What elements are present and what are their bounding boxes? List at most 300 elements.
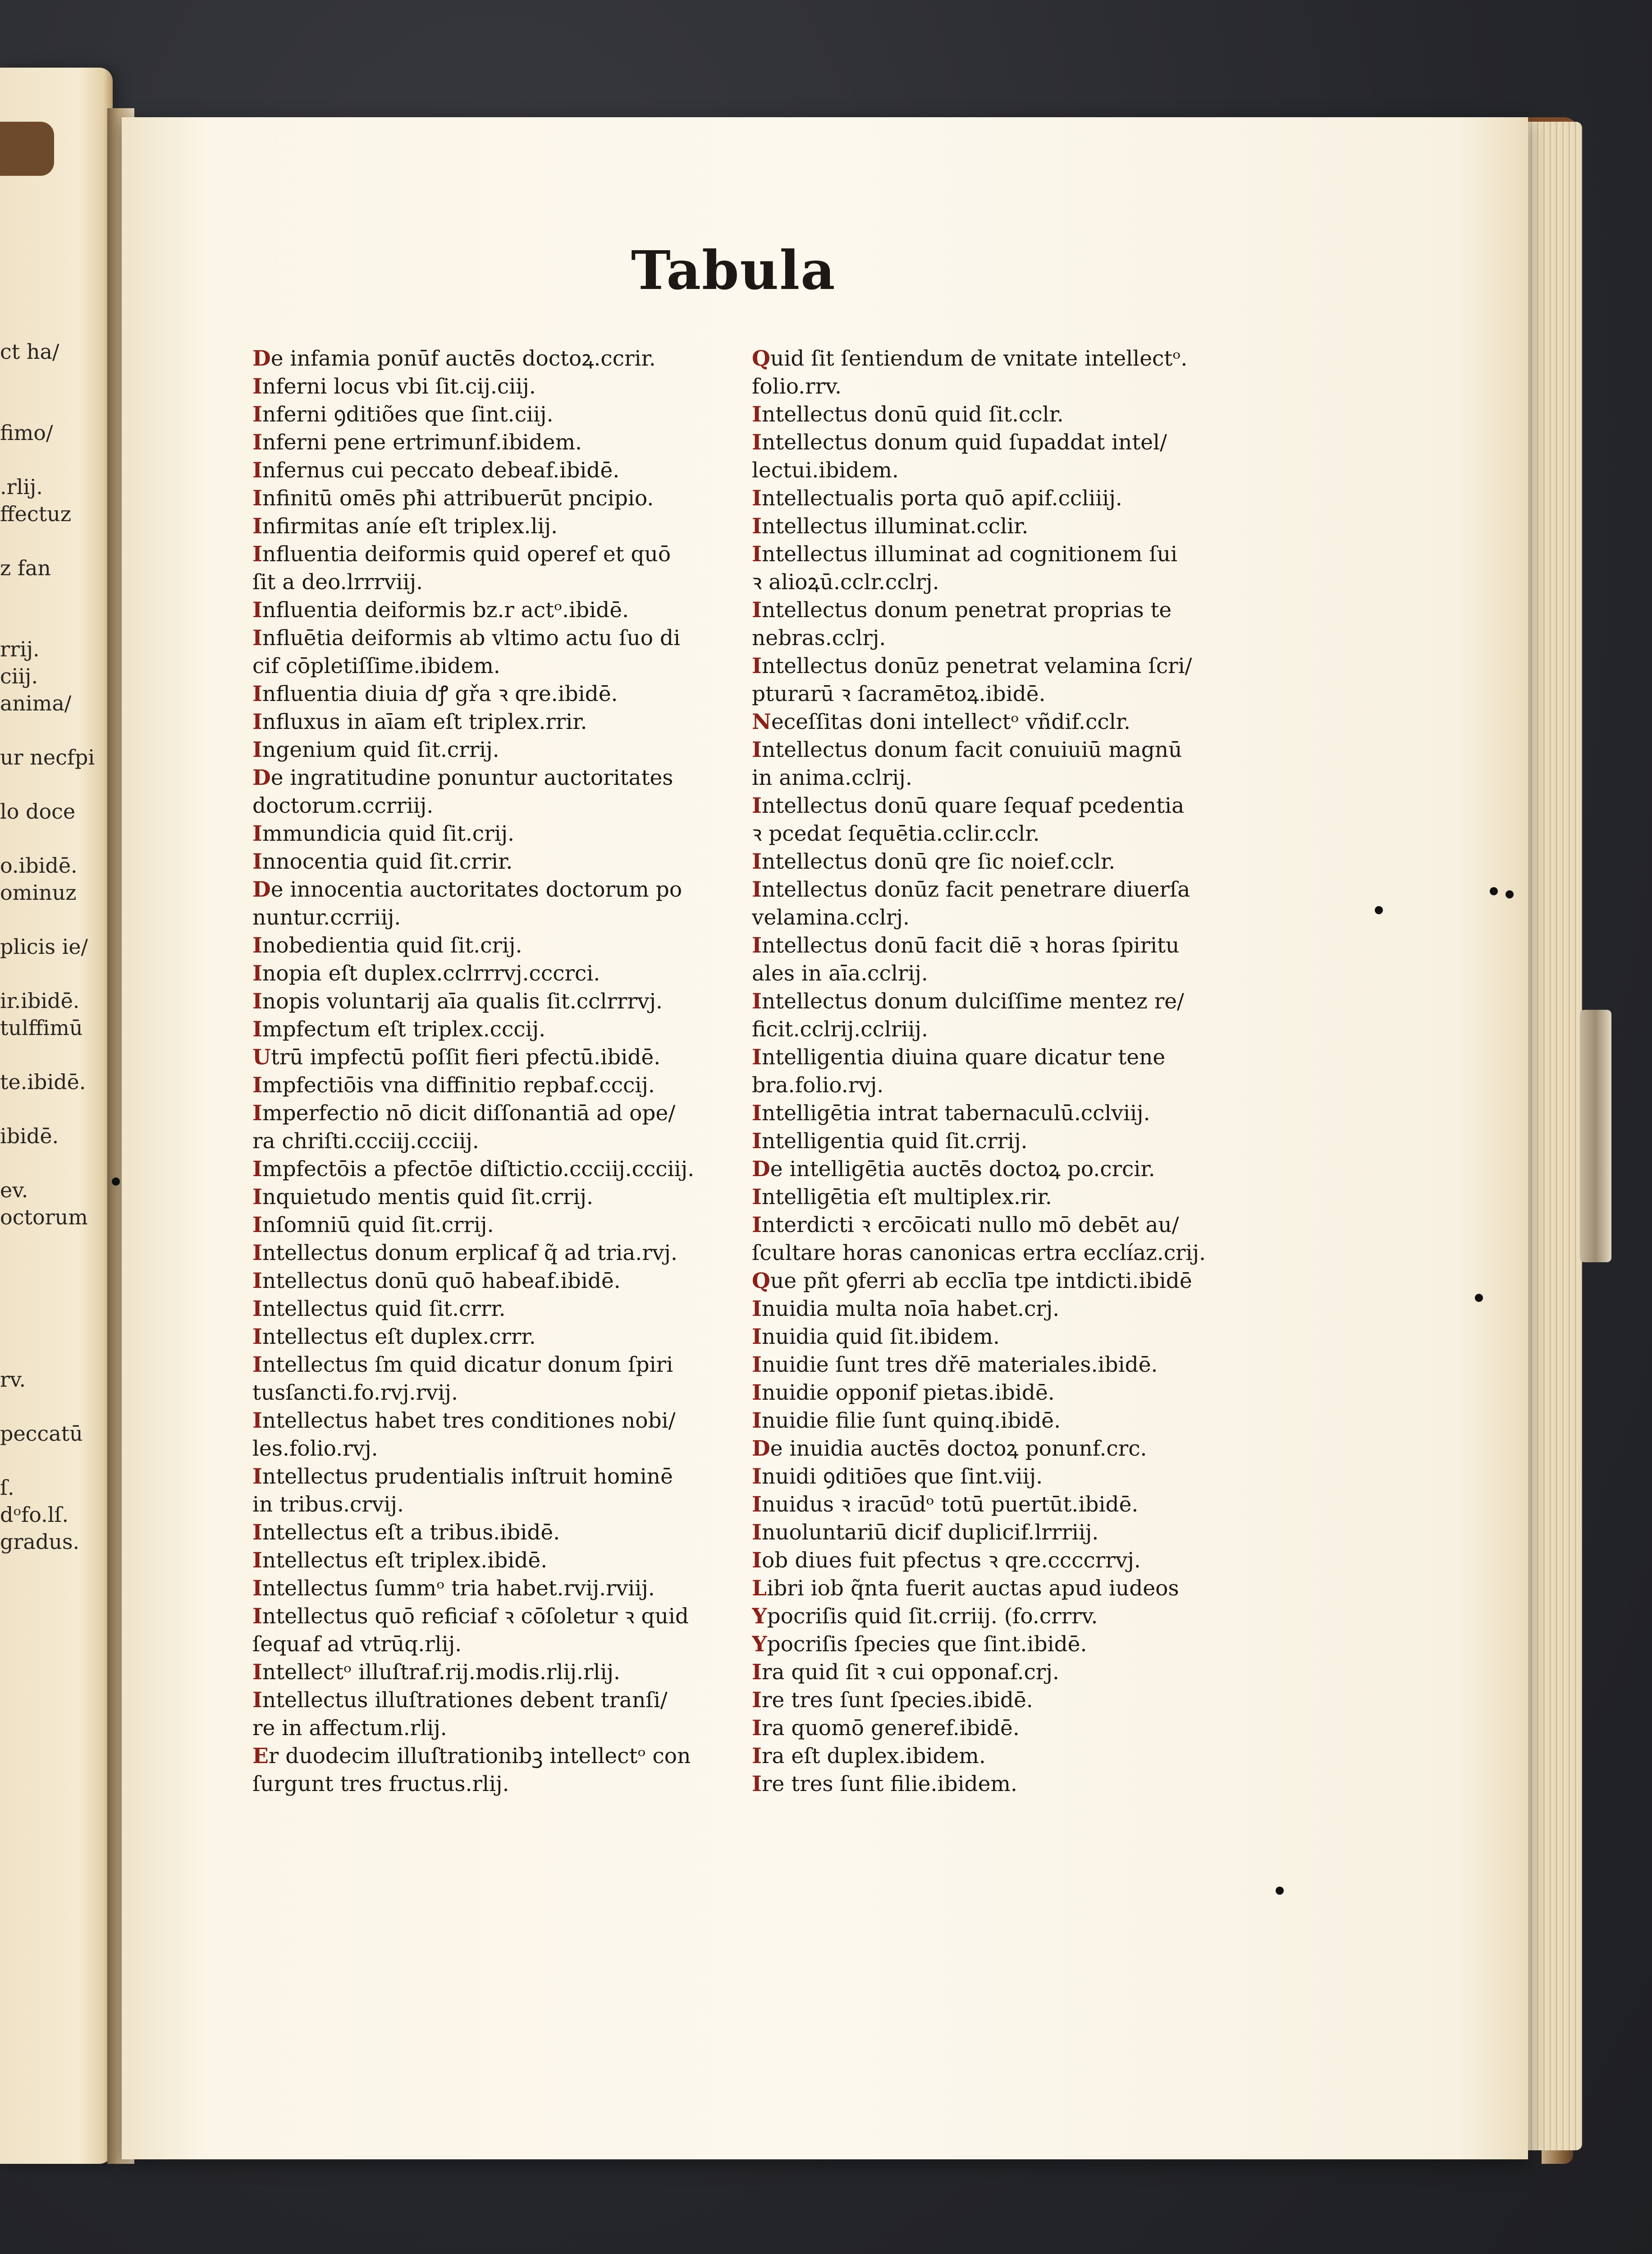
rubricated-initial: L <box>752 1576 767 1601</box>
entry-text: nuidia multa noīa habet.crj. <box>762 1297 1060 1321</box>
entry-text: ſit a deo.lrrrviij. <box>252 570 423 595</box>
entry-text: ntellectus quid ſit.crrr. <box>262 1297 506 1321</box>
index-entry-line <box>752 568 1239 596</box>
index-entry-line <box>252 1519 730 1547</box>
rubricated-initial: E <box>252 1744 269 1768</box>
left-fragment-line <box>0 1258 90 1285</box>
rubricated-initial: D <box>752 1436 770 1461</box>
index-entry-line <box>252 485 730 513</box>
entry-text: ntellectᵒ illuſtraf.rij.modis.rlij.rlij. <box>262 1660 621 1685</box>
left-fragment-line <box>0 609 90 636</box>
entry-text: nuidie filie ſunt quinq.ibidē. <box>762 1408 1061 1433</box>
rubricated-initial: I <box>752 1744 762 1768</box>
rubricated-initial: I <box>252 682 262 706</box>
rubricated-initial: Y <box>752 1604 767 1629</box>
rubricated-initial: I <box>252 821 262 846</box>
rubricated-initial: I <box>752 598 762 623</box>
rubricated-initial: I <box>252 961 262 986</box>
left-fragment-line: ciij. <box>0 664 38 688</box>
left-fragment-line: te.ibidē. <box>0 1070 86 1094</box>
entry-text: nfluxus in aīam eſt triplex.rrir. <box>262 710 587 734</box>
rubricated-initial: I <box>252 738 262 762</box>
entry-text: nopis voluntarij aīa qualis ſit.cclrrrvj. <box>262 989 663 1014</box>
left-fragment-line: ur necfpi <box>0 745 95 770</box>
entry-text: mpfectiōis vna diffinitio repbaf.cccij. <box>262 1073 655 1098</box>
entry-text: ra quomō generef.ibidē. <box>762 1716 1020 1741</box>
rubricated-initial: I <box>252 430 262 455</box>
entry-text: mpfectum eſt triplex.cccij. <box>262 1017 546 1042</box>
index-entry-line <box>752 932 1239 960</box>
entry-text: ntellectus ſm quid dicatur donum ſpiri <box>262 1352 673 1377</box>
index-entry-line <box>752 1770 1239 1798</box>
entry-text: nebras.cclrj. <box>752 626 886 651</box>
ink-speck <box>112 1177 120 1186</box>
entry-text: ntellectus donū qre ſic noief.cclr. <box>762 849 1116 874</box>
index-entry-line <box>752 708 1239 736</box>
index-entry-line <box>252 1547 730 1575</box>
entry-text: r duodecim illuſtrationibꝫ intellectᵒ con <box>268 1744 691 1768</box>
entry-text: ales in aīa.cclrij. <box>752 961 928 986</box>
index-entry-line <box>752 680 1239 708</box>
rubricated-initial: I <box>252 849 262 874</box>
index-entry-line <box>252 1323 730 1351</box>
entry-text: nfluentia deiformis quid operef et quō <box>262 542 671 567</box>
index-entry-line <box>252 680 730 708</box>
rubricated-initial: I <box>252 514 262 539</box>
entry-text: ngenium quid ſit.crrij. <box>262 738 499 762</box>
entry-text: ntelligētia intrat tabernaculū.cclviij. <box>762 1101 1150 1126</box>
index-entry-line <box>252 1044 730 1072</box>
entry-text: les.folio.rvj. <box>252 1436 378 1461</box>
index-entry-line <box>252 1407 730 1435</box>
index-entry-line <box>752 1714 1239 1742</box>
rubricated-initial: I <box>752 1045 762 1070</box>
rubricated-initial: I <box>752 1185 762 1209</box>
index-entry-line <box>252 1127 730 1155</box>
index-entry-line <box>252 429 730 457</box>
left-fragment-line: z fan <box>0 556 51 580</box>
entry-text: e infamia ponūf auctēs doctoꝝ.ccrir. <box>270 346 656 371</box>
page-edges <box>1528 122 1582 2150</box>
rubricated-initial: I <box>752 793 762 818</box>
rubricated-initial: D <box>252 765 271 790</box>
index-entry-line <box>252 1770 730 1798</box>
entry-text: nuidi ꝯditiōes que ſint.viij. <box>762 1464 1043 1489</box>
left-fragment-line <box>0 1095 90 1122</box>
rubricated-initial: I <box>752 1380 762 1405</box>
entry-text: ntellectus habet tres conditiones nobi/ <box>262 1408 676 1433</box>
index-entry-line <box>752 1631 1239 1658</box>
entry-text: ra chriſti.ccciij.ccciij. <box>252 1129 479 1154</box>
entry-text: ntellectus donūz facit penetrare diuerſa <box>762 877 1190 902</box>
index-entry-line <box>252 1016 730 1044</box>
index-entry-line <box>252 876 730 904</box>
entry-text: mpfectōis a pfectōe diſtictio.ccciij.ccciij. <box>262 1157 695 1182</box>
index-entry-line <box>252 568 730 596</box>
rubricated-initial: I <box>252 1688 262 1713</box>
index-entry-line <box>252 624 730 652</box>
entry-text: ntellectus donum erplicaf q̃ ad tria.rvj. <box>262 1241 677 1265</box>
rubricated-initial: I <box>252 933 262 958</box>
index-entry-line <box>752 1491 1239 1519</box>
left-fragment-line: ſ. <box>0 1475 14 1500</box>
index-entry-line <box>252 1686 730 1714</box>
rubricated-initial: I <box>752 1297 762 1321</box>
left-fragment-line: ev. <box>0 1178 28 1202</box>
rubricated-initial: Q <box>752 1269 770 1293</box>
index-entry-line <box>752 345 1239 373</box>
rubricated-initial: I <box>252 598 262 623</box>
left-binding-leather <box>0 122 54 176</box>
entry-text: nterdicti ꝛ ercōicati nullo mō debēt au/ <box>762 1213 1179 1237</box>
entry-text: in tribus.crvij. <box>252 1492 404 1517</box>
index-entry-line <box>252 652 730 680</box>
index-entry-line <box>252 1603 730 1631</box>
index-entry-line <box>752 1100 1239 1127</box>
rubricated-initial: I <box>252 1604 262 1629</box>
entry-text: nuoluntariū dicif duplicif.lrrriij. <box>762 1520 1099 1545</box>
rubricated-initial: I <box>252 1576 262 1601</box>
entry-text: nferni locus vbi ſit.cij.ciij. <box>262 374 536 399</box>
left-fragment-line: ir.ibidē. <box>0 989 80 1013</box>
index-entry-line <box>752 1575 1239 1603</box>
index-entry-line <box>252 708 730 736</box>
rubricated-initial: I <box>752 1492 762 1517</box>
ink-speck <box>1506 890 1514 898</box>
entry-text: nferni pene ertrimunf.ibidem. <box>262 430 582 455</box>
left-fragment-line <box>0 1231 90 1258</box>
metal-clasp <box>1580 1010 1611 1262</box>
rubricated-initial: I <box>752 1408 762 1433</box>
rubricated-initial: N <box>752 710 771 734</box>
left-fragment-line <box>0 960 90 987</box>
left-fragment-line: lo doce <box>0 799 76 824</box>
entry-text: ntellectus donum facit conuiuiū magnū <box>762 738 1182 762</box>
index-entry-line <box>752 960 1239 988</box>
index-entry-line <box>752 624 1239 652</box>
entry-text: mperfectio nō dicit diſſonantiā ad ope/ <box>262 1101 676 1126</box>
rubricated-initial: I <box>252 1352 262 1377</box>
index-entry-line <box>252 932 730 960</box>
index-entry-line <box>252 401 730 429</box>
entry-text: ntellectus donūz penetrat velamina ſcri/ <box>762 654 1192 678</box>
index-entry-line <box>252 1435 730 1463</box>
entry-text: ntellectus donū quare ſequaf pcedentia <box>762 793 1185 818</box>
entry-text: nferni ꝯditiões que ſint.ciij. <box>262 402 554 427</box>
rubricated-initial: I <box>252 710 262 734</box>
rubricated-initial: I <box>252 402 262 427</box>
entry-text: pturarū ꝛ ſacramētoꝝ.ibidē. <box>752 682 1046 706</box>
left-fragment-line: fimo/ <box>0 421 53 445</box>
entry-text: nopia eſt duplex.cclrrrvj.cccrci. <box>262 961 600 986</box>
left-fragment-line: gradus. <box>0 1530 80 1554</box>
index-entry-line <box>252 1742 730 1770</box>
index-entry-line <box>252 1295 730 1323</box>
left-fragment-line: ibidē. <box>0 1124 59 1148</box>
entry-text: ntellectus donū facit diē ꝛ horas ſpiritu <box>762 933 1180 958</box>
entry-text: e inuidia auctēs doctoꝝ ponunf.crc. <box>770 1436 1147 1461</box>
rubricated-initial: I <box>752 1716 762 1741</box>
index-entry-line <box>252 848 730 876</box>
left-fragment-line <box>0 582 90 609</box>
index-entry-line <box>252 820 730 848</box>
entry-text: re tres ſunt filie.ibidem. <box>762 1772 1017 1796</box>
left-fragment-line: tulffimū <box>0 1016 83 1040</box>
rubricated-initial: I <box>252 1408 262 1433</box>
entry-text: uid ſit ſentiendum de vnitate intellectᵒ. <box>770 346 1188 371</box>
entry-text: ntellectus donū quō habeaf.ibidē. <box>262 1269 621 1293</box>
entry-text: nuntur.ccrriij. <box>252 905 401 930</box>
index-entry-line <box>752 541 1239 568</box>
entry-text: ſequaf ad vtrūq.rlij. <box>252 1632 462 1657</box>
left-fragment-line <box>0 392 90 419</box>
left-fragment-line <box>0 1312 90 1339</box>
index-entry-line <box>752 1155 1239 1183</box>
index-entry-line <box>752 373 1239 401</box>
entry-text: nnocentia quid ſit.crrir. <box>262 849 513 874</box>
entry-text: ntellectus prudentialis inſtruit hominē <box>262 1464 673 1489</box>
rubricated-initial: I <box>252 1017 262 1042</box>
rubricated-initial: I <box>752 1660 762 1685</box>
entry-text: ntellectus eſt triplex.ibidē. <box>262 1548 548 1573</box>
entry-text: ibri iob q̃nta fuerit auctas apud iudeos <box>767 1576 1179 1601</box>
index-entry-line <box>752 429 1239 457</box>
index-column-left <box>252 345 730 1798</box>
entry-text: ra quid ſit ꝛ cui opponaf.crj. <box>762 1660 1059 1685</box>
index-entry-line <box>752 1463 1239 1491</box>
entry-text: nuidie opponif pietas.ibidē. <box>762 1380 1055 1405</box>
left-fragment-line <box>0 771 90 798</box>
entry-text: pocriſis quid ſit.crriij. (fo.crrrv. <box>767 1604 1098 1629</box>
rubricated-initial: I <box>252 1548 262 1573</box>
rubricated-initial: I <box>752 1129 762 1154</box>
entry-text: in anima.cclrij. <box>752 765 912 790</box>
rubricated-initial: I <box>752 738 762 762</box>
index-entry-line <box>752 1686 1239 1714</box>
rubricated-initial: I <box>252 486 262 511</box>
index-entry-line <box>752 1183 1239 1211</box>
index-entry-line <box>752 1267 1239 1295</box>
rubricated-initial: I <box>252 1324 262 1349</box>
entry-text: tusſancti.fo.rvj.rvij. <box>252 1380 458 1405</box>
index-entry-line <box>752 792 1239 820</box>
entry-text: e intelligētia auctēs doctoꝝ po.crcir. <box>770 1157 1155 1182</box>
entry-text: ꝛ alioꝝū.cclr.cclrj. <box>752 570 939 595</box>
rubricated-initial: I <box>752 877 762 902</box>
index-entry-line <box>252 1267 730 1295</box>
index-entry-line <box>252 1658 730 1686</box>
entry-text: ntelligentia diuina quare dicatur tene <box>762 1045 1166 1070</box>
index-entry-line <box>252 1239 730 1267</box>
entry-text: ſurgunt tres fructus.rlij. <box>252 1772 509 1796</box>
left-fragment-line <box>0 906 90 933</box>
index-entry-line <box>752 820 1239 848</box>
entry-text: ntellectus quō reficiaf ꝛ cōſoletur ꝛ quid <box>262 1604 689 1629</box>
index-entry-line <box>752 1351 1239 1379</box>
rubricated-initial: I <box>252 542 262 567</box>
rubricated-initial: I <box>752 514 762 539</box>
entry-text: ntellectus donum penetrat proprias te <box>762 598 1172 623</box>
index-entry-line <box>252 1351 730 1379</box>
index-entry-line <box>252 1714 730 1742</box>
left-fragment-line: rv. <box>0 1367 26 1392</box>
index-entry-line <box>752 1295 1239 1323</box>
left-fragment-line <box>0 1447 90 1474</box>
entry-text: nfluētia deiformis ab vltimo actu ſuo di <box>262 626 681 651</box>
entry-text: nobedientia quid ſit.crij. <box>262 933 522 958</box>
entry-text: ntellectus illuſtrationes debent tranſi/ <box>262 1688 668 1713</box>
entry-text: ntellectus illuminat.cclir. <box>762 514 1029 539</box>
rubricated-initial: I <box>752 1324 762 1349</box>
rubricated-initial: U <box>252 1045 271 1070</box>
entry-text: trū impfectū poſſit fieri pfectū.ibidē. <box>271 1045 661 1070</box>
index-entry-line <box>252 1183 730 1211</box>
index-entry-line <box>752 848 1239 876</box>
entry-text: ob diues fuit pfectus ꝛ qre.ccccrrvj. <box>762 1548 1141 1573</box>
left-fragment-line <box>0 527 90 554</box>
ink-speck <box>1475 1294 1483 1302</box>
entry-text: ue pñt ꝯferri ab ecclīa tpe intdicti.ibidē <box>770 1269 1192 1293</box>
index-entry-line <box>752 596 1239 624</box>
entry-text: ra eſt duplex.ibidem. <box>762 1744 986 1768</box>
rubricated-initial: I <box>252 1297 262 1321</box>
rubricated-initial: I <box>252 458 262 483</box>
entry-text: pocriſis ſpecies que ſint.ibidē. <box>767 1632 1087 1657</box>
entry-text: ntelligentia quid ſit.crrij. <box>762 1129 1028 1154</box>
left-page-verso <box>0 68 113 2164</box>
index-entry-line <box>752 513 1239 541</box>
index-entry-line <box>752 1435 1239 1463</box>
index-entry-line <box>252 1155 730 1183</box>
ink-speck <box>1375 906 1383 914</box>
rubricated-initial: I <box>252 989 262 1014</box>
rubricated-initial: Y <box>752 1632 767 1657</box>
index-entry-line <box>752 1127 1239 1155</box>
left-fragment-line <box>0 1285 90 1312</box>
index-entry-line <box>752 1211 1239 1239</box>
rubricated-initial: I <box>252 1073 262 1098</box>
index-entry-line <box>752 457 1239 485</box>
entry-text: re tres ſunt ſpecies.ibidē. <box>762 1688 1033 1713</box>
entry-text: ntellectus donū quid ſit.cclr. <box>762 402 1064 427</box>
entry-text: nuidus ꝛ iracūdᵒ totū puertūt.ibidē. <box>762 1492 1139 1517</box>
left-fragment-line <box>0 717 90 744</box>
rubricated-initial: I <box>752 933 762 958</box>
index-entry-line <box>252 988 730 1016</box>
rubricated-initial: I <box>752 486 762 511</box>
index-entry-line <box>752 764 1239 792</box>
left-fragment-line: dᵒfo.lſ. <box>0 1503 69 1527</box>
entry-text: nfluentia diuia dꝭ gřa ꝛ qre.ibidē. <box>262 682 618 706</box>
index-entry-line <box>752 652 1239 680</box>
left-fragment-line: ct ha/ <box>0 339 59 364</box>
index-column-right <box>752 345 1239 1798</box>
entry-text: nfinitū omēs pħi attribuerūt pncipio. <box>262 486 654 511</box>
entry-text: folio.rrv. <box>752 374 842 399</box>
left-fragment-line: ffectuz <box>0 502 72 526</box>
rubricated-initial: I <box>752 849 762 874</box>
index-entry-line <box>252 1631 730 1658</box>
index-entry-line <box>252 764 730 792</box>
index-entry-line <box>752 1603 1239 1631</box>
index-entry-line <box>752 904 1239 932</box>
index-entry-line <box>752 1016 1239 1044</box>
left-fragment-line <box>0 1393 90 1420</box>
rubricated-initial: I <box>252 1185 262 1209</box>
entry-text: ntellectus eſt duplex.crrr. <box>262 1324 536 1349</box>
entry-text: velamina.cclrj. <box>752 905 910 930</box>
entry-text: mmundicia quid ſit.crij. <box>262 821 515 846</box>
index-entry-line <box>752 988 1239 1016</box>
index-entry-line <box>752 1519 1239 1547</box>
index-entry-line <box>252 1575 730 1603</box>
rubricated-initial: I <box>752 542 762 567</box>
index-entry-line <box>252 1072 730 1100</box>
entry-text: lectui.ibidem. <box>752 458 899 483</box>
rubricated-initial: I <box>752 1213 762 1237</box>
rubricated-initial: Q <box>752 346 770 371</box>
index-entry-line <box>752 1072 1239 1100</box>
rubricated-initial: I <box>752 402 762 427</box>
left-fragment-line: rrij. <box>0 637 40 661</box>
index-entry-line <box>752 876 1239 904</box>
entry-text: nfirmitas aníe eſt triplex.lij. <box>262 514 558 539</box>
rubricated-initial: I <box>252 1157 262 1182</box>
index-entry-line <box>752 1323 1239 1351</box>
index-entry-line <box>252 596 730 624</box>
rubricated-initial: I <box>252 1269 262 1293</box>
entry-text: nſomniū quid ſit.crrij. <box>262 1213 494 1237</box>
entry-text: ꝛ pcedat ſequētia.cclir.cclr. <box>752 821 1040 846</box>
rubricated-initial: I <box>752 1688 762 1713</box>
left-fragment-line: ominuz <box>0 880 77 905</box>
left-fragment-line <box>0 1041 90 1068</box>
left-fragment-line <box>0 825 90 852</box>
entry-text: ntellectus illuminat ad cognitionem ſui <box>762 542 1178 567</box>
index-entry-line <box>752 1658 1239 1686</box>
rubricated-initial: I <box>752 1772 762 1796</box>
index-entry-line <box>752 485 1239 513</box>
rubricated-initial: I <box>252 1241 262 1265</box>
rubricated-initial: I <box>252 374 262 399</box>
index-entry-line <box>252 541 730 568</box>
entry-text: ntellectus donum quid ſupaddat intel/ <box>762 430 1167 455</box>
left-fragment-line <box>0 1150 90 1177</box>
index-entry-line <box>752 736 1239 764</box>
index-entry-line <box>252 373 730 401</box>
rubricated-initial: I <box>252 626 262 651</box>
index-entry-line <box>252 345 730 373</box>
left-fragment-line: octorum <box>0 1205 88 1229</box>
ink-speck <box>1276 1887 1284 1895</box>
rubricated-initial: I <box>752 1548 762 1573</box>
left-page-text-fragments <box>0 338 95 1555</box>
index-entry-line <box>752 1742 1239 1770</box>
left-fragment-line: o.ibidē. <box>0 853 78 878</box>
left-fragment-line: plicis ie/ <box>0 935 88 959</box>
rubricated-initial: D <box>252 346 271 371</box>
index-entry-line <box>252 736 730 764</box>
index-entry-line <box>252 1100 730 1127</box>
entry-text: doctorum.ccrriij. <box>252 793 434 818</box>
index-entry-line <box>252 904 730 932</box>
index-entry-line <box>752 1239 1239 1267</box>
entry-text: bra.folio.rvj. <box>752 1073 884 1098</box>
rubricated-initial: I <box>252 1213 262 1237</box>
index-entry-line <box>252 1491 730 1519</box>
index-entry-line <box>252 457 730 485</box>
rubricated-initial: D <box>252 877 271 902</box>
